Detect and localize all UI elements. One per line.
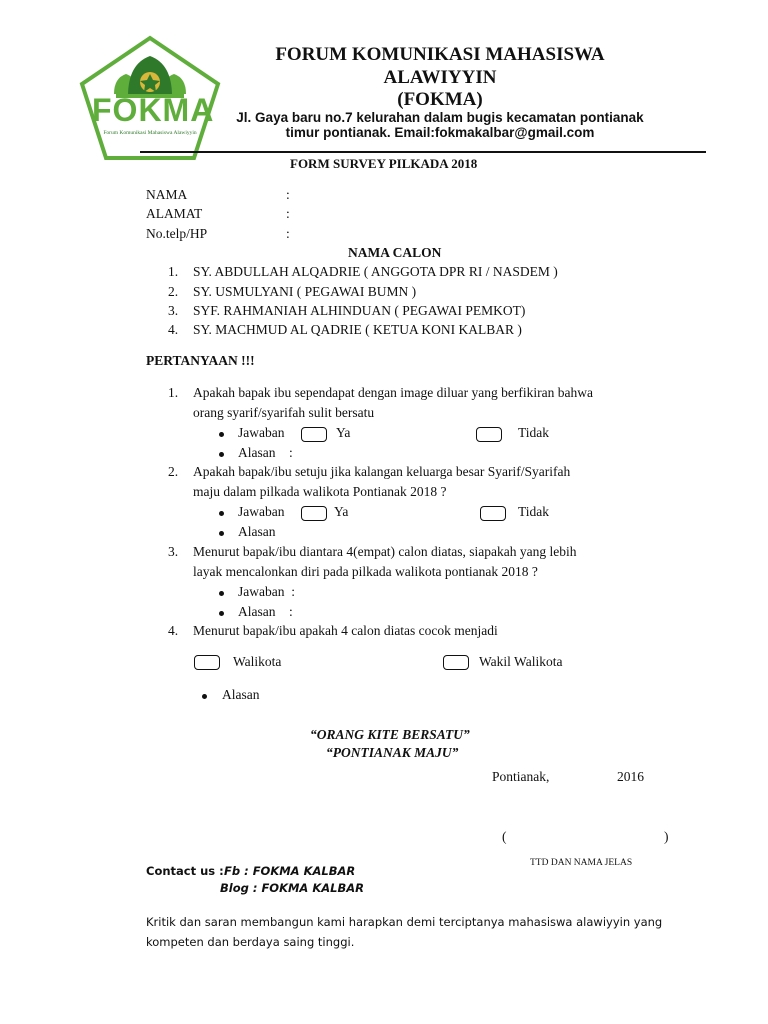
contact-blog: Blog : FOKMA KALBAR (220, 881, 364, 895)
signature-year: 2016 (617, 769, 644, 784)
questions-heading: PERTANYAAN !!! (146, 353, 255, 368)
q4-wakil-label: Wakil Walikota (479, 654, 563, 669)
q2-line2: maju dalam pilkada walikota Pontianak 2018 ? (193, 484, 447, 499)
q1-tidak-checkbox[interactable] (476, 427, 502, 442)
q1-alasan-label: Alasan : (238, 445, 293, 460)
header-rule (140, 151, 706, 153)
field-nama-sep: : (286, 187, 290, 202)
q1-ya-label: Ya (336, 425, 351, 440)
q1-tidak-label: Tidak (518, 425, 550, 440)
slogan-2: “PONTIANAK MAJU” (326, 745, 459, 760)
q4-line1: Menurut bapak/ibu apakah 4 calon diatas cocok menjadi (193, 623, 498, 638)
q2-num: 2. (168, 464, 179, 479)
bullet (219, 531, 224, 536)
logo-text: FOKMA (92, 92, 215, 128)
q2-line1: Apakah bapak/ibu setuju jika kalangan keluarga besar Syarif/Syarifah (193, 464, 571, 479)
candidate-1-num: 1. (168, 264, 179, 279)
contact-label: Contact us : (146, 864, 224, 878)
field-alamat-sep: : (286, 206, 290, 221)
org-name-line1: FORUM KOMUNIKASI MAHASISWA (275, 44, 605, 65)
signature-place: Pontianak, (492, 769, 550, 784)
candidate-1: SY. ABDULLAH ALQADRIE ( ANGGOTA DPR RI / NASDEM ) (193, 264, 558, 279)
q4-wakil-checkbox[interactable] (443, 655, 469, 670)
bullet (202, 694, 207, 699)
q3-jawaban-label: Jawaban : (238, 584, 295, 599)
q2-jawaban-label: Jawaban (238, 504, 285, 519)
form-title: FORM SURVEY PILKADA 2018 (290, 156, 478, 171)
q4-walikota-label: Walikota (233, 654, 282, 669)
field-telp-sep: : (286, 226, 290, 241)
bullet (219, 432, 224, 437)
org-name-line3: (FOKMA) (397, 89, 483, 110)
q2-ya-label: Ya (334, 504, 349, 519)
slogan-1: “ORANG KITE BERSATU” (310, 727, 470, 742)
bullet (219, 511, 224, 516)
org-name-line2: ALAWIYYIN (383, 67, 497, 88)
bullet (219, 452, 224, 457)
candidate-4-num: 4. (168, 322, 179, 337)
q4-walikota-checkbox[interactable] (194, 655, 220, 670)
candidate-3-num: 3. (168, 303, 179, 318)
field-telp-label: No.telp/HP (146, 226, 208, 241)
address-line2: timur pontianak. Email:fokmakalbar@gmail.com (285, 125, 595, 140)
field-nama-label: NAMA (146, 187, 188, 202)
q3-num: 3. (168, 544, 179, 559)
q1-jawaban-label: Jawaban (238, 425, 285, 440)
signature-caption: TTD DAN NAMA JELAS (530, 858, 633, 868)
signature-close-paren: ) (664, 829, 669, 844)
bullet (219, 591, 224, 596)
q2-tidak-label: Tidak (518, 504, 550, 519)
logo-subtext: Forum Komunikasi Mahasiswa Alawiyyin (103, 130, 197, 136)
q2-alasan-label: Alasan (238, 524, 276, 539)
field-alamat-label: ALAMAT (146, 206, 203, 221)
q2-ya-checkbox[interactable] (301, 506, 327, 521)
footer-line1: Kritik dan saran membangun kami harapkan demi terciptanya mahasiswa alawiyyin yang (146, 915, 663, 929)
q1-line2: orang syarif/syarifah sulit bersatu (193, 405, 375, 420)
candidate-2: SY. USMULYANI ( PEGAWAI BUMN ) (193, 284, 417, 299)
signature-open-paren: ( (502, 829, 507, 844)
candidate-2-num: 2. (168, 284, 179, 299)
candidate-3: SYF. RAHMANIAH ALHINDUAN ( PEGAWAI PEMKOT) (193, 303, 526, 318)
q4-num: 4. (168, 623, 179, 638)
fokma-logo (76, 34, 224, 162)
q1-line1: Apakah bapak ibu sependapat dengan image diluar yang berfikiran bahwa (193, 385, 593, 400)
q3-alasan-label: Alasan : (238, 604, 293, 619)
q1-num: 1. (168, 385, 179, 400)
q2-tidak-checkbox[interactable] (480, 506, 506, 521)
candidate-4: SY. MACHMUD AL QADRIE ( KETUA KONI KALBAR ) (193, 322, 522, 337)
q1-ya-checkbox[interactable] (301, 427, 327, 442)
address-line1: Jl. Gaya baru no.7 kelurahan dalam bugis kecamatan pontianak (236, 110, 644, 125)
q3-line1: Menurut bapak/ibu diantara 4(empat) calon diatas, siapakah yang lebih (193, 544, 577, 559)
footer-line2: kompeten dan berdaya saing tinggi. (146, 935, 355, 949)
q4-alasan-label: Alasan (222, 687, 260, 702)
contact-fb: Fb : FOKMA KALBAR (224, 864, 356, 878)
bullet (219, 611, 224, 616)
candidates-heading: NAMA CALON (348, 245, 442, 260)
q3-line2: layak mencalonkan diri pada pilkada walikota pontianak 2018 ? (193, 564, 538, 579)
